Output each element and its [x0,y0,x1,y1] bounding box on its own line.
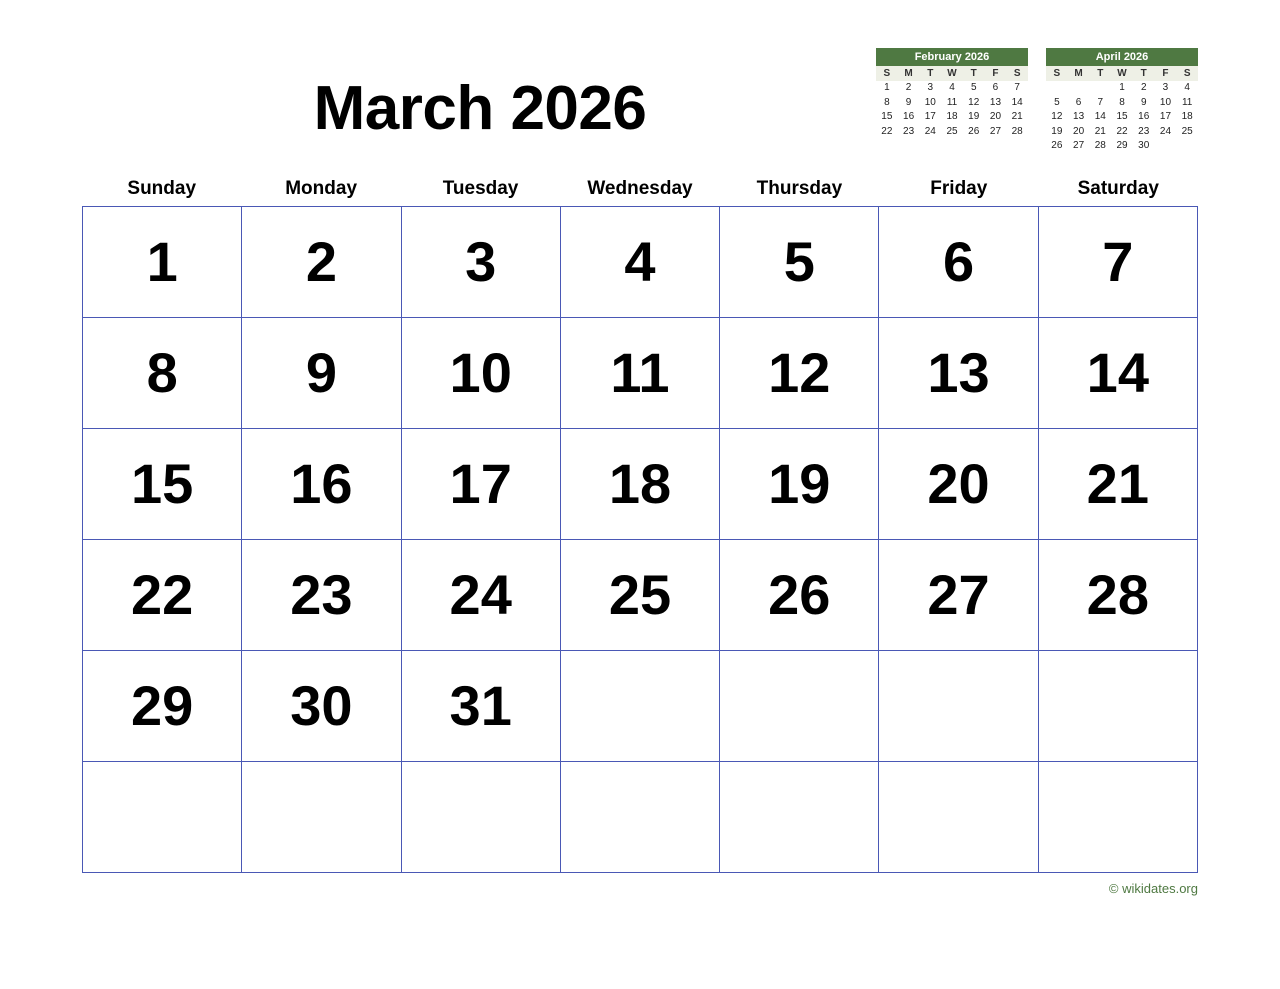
day-cell[interactable] [720,429,879,540]
day-number: 5 [783,230,815,293]
mini-day[interactable]: 29 [1116,140,1128,152]
day-cell[interactable] [83,540,242,651]
day-cell[interactable] [879,207,1038,318]
day-cell[interactable] [402,207,561,318]
mini-day[interactable]: 1 [1119,82,1125,94]
mini-weekday-row [1046,66,1198,81]
mini-weekday: S [1053,68,1061,80]
day-number: 24 [449,563,512,626]
mini-day[interactable] [1068,81,1090,96]
day-cell[interactable] [879,429,1038,540]
calendar-week-row [83,651,1198,762]
footer [82,881,1198,896]
mini-day[interactable]: 10 [924,96,936,108]
day-number: 16 [290,452,353,515]
day-cell[interactable] [1039,429,1198,540]
day-number: 21 [1086,452,1149,515]
mini-day[interactable]: 7 [1097,96,1104,108]
day-cell[interactable] [561,318,720,429]
mini-day[interactable]: 14 [1094,111,1106,123]
day-number: 30 [290,674,353,737]
mini-weekday: T [927,68,934,80]
day-cell-empty[interactable] [720,651,879,762]
day-number: 15 [130,452,194,515]
mini-day[interactable]: 8 [1119,96,1125,108]
mini-day[interactable]: 27 [1073,140,1085,152]
mini-day[interactable]: 28 [1011,125,1023,137]
day-cell[interactable] [83,318,242,429]
mini-day[interactable]: 6 [1075,96,1082,108]
mini-day[interactable]: 15 [881,111,893,123]
day-number: 10 [449,341,512,404]
copyright-symbol: © [1108,881,1119,896]
mini-day[interactable]: 20 [1073,125,1085,137]
mini-day[interactable]: 25 [1181,125,1193,137]
mini-week-row [1046,110,1198,125]
mini-day[interactable]: 9 [905,96,912,108]
mini-day[interactable]: 28 [1094,140,1106,152]
weekday-header-row [82,178,1198,206]
day-cell[interactable] [402,651,561,762]
weekday-header-monday: Monday [285,178,358,199]
weekday-header-saturday: Saturday [1077,178,1159,199]
mini-day[interactable]: 22 [881,125,893,137]
mini-day[interactable]: 3 [927,82,934,94]
mini-day[interactable]: 2 [905,82,912,94]
mini-day[interactable]: 18 [946,111,958,123]
mini-day[interactable]: 21 [1094,125,1106,137]
mini-day[interactable]: 10 [1159,96,1172,108]
day-cell-empty[interactable] [720,762,879,873]
day-cell[interactable] [402,540,561,651]
mini-day[interactable]: 5 [1054,96,1060,108]
mini-weekday: S [883,68,891,80]
mini-weekday: M [1074,68,1083,80]
mini-calendar-next-month[interactable] [1046,48,1198,154]
mini-day[interactable]: 9 [1140,96,1147,108]
day-number: 31 [449,674,512,737]
day-number: 11 [610,341,670,404]
day-number: 12 [768,341,831,404]
day-cell-empty[interactable] [83,762,242,873]
day-cell[interactable] [1039,207,1198,318]
day-cell[interactable] [720,207,879,318]
mini-weekday: F [1162,68,1169,80]
calendar-week-row [83,318,1198,429]
day-cell-empty[interactable] [1039,762,1198,873]
mini-day[interactable] [1176,139,1198,154]
mini-day[interactable]: 7 [1014,82,1020,94]
day-number: 3 [465,230,497,293]
day-cell[interactable] [1039,318,1198,429]
weekday-header-thursday: Thursday [756,178,843,199]
day-cell[interactable] [83,207,242,318]
day-number: 14 [1086,341,1149,404]
day-cell[interactable] [561,207,720,318]
day-number: 7 [1102,230,1134,293]
calendar-week-row [83,207,1198,318]
day-number: 17 [449,452,512,515]
day-cell-empty[interactable] [879,651,1038,762]
day-number: 26 [768,563,831,626]
calendar-header [0,0,1280,178]
mini-day[interactable]: 3 [1162,82,1169,94]
mini-day[interactable]: 4 [949,82,955,94]
calendar-grid [82,206,1198,873]
day-number: 2 [305,230,337,293]
mini-day[interactable]: 17 [924,111,936,123]
day-cell[interactable] [402,429,561,540]
mini-day[interactable]: 27 [989,125,1002,137]
day-cell[interactable] [561,540,720,651]
day-cell[interactable] [402,318,561,429]
mini-weekday: T [1097,68,1104,80]
weekday-header-friday: Friday [930,178,988,199]
mini-day[interactable]: 14 [1011,96,1023,108]
mini-weekday: S [1183,68,1191,80]
day-number: 13 [927,341,990,404]
day-number: 6 [942,230,975,293]
mini-day[interactable]: 5 [970,82,977,94]
day-number: 4 [624,230,656,293]
mini-day[interactable]: 11 [1181,96,1193,108]
mini-day[interactable]: 22 [1116,125,1128,137]
mini-day[interactable]: 26 [1051,140,1063,152]
day-cell-empty[interactable] [242,762,401,873]
weekday-header-sunday: Sunday [127,178,197,199]
mini-day[interactable]: 16 [1138,111,1150,123]
mini-week-row [1046,81,1198,96]
mini-week-row [1046,125,1198,140]
mini-day[interactable]: 19 [968,111,980,123]
mini-day[interactable]: 12 [968,96,980,108]
mini-day[interactable]: 2 [1140,82,1147,94]
day-number: 27 [927,563,990,626]
mini-day[interactable]: 8 [884,96,890,108]
day-cell[interactable] [242,429,401,540]
day-cell[interactable] [720,540,879,651]
mini-day[interactable]: 26 [968,125,980,137]
mini-weekday: S [1013,68,1021,80]
day-cell-empty[interactable] [561,651,720,762]
page-title: March 2026 [313,74,647,143]
day-number: 19 [768,452,831,515]
day-cell-empty[interactable] [402,762,561,873]
day-cell-empty[interactable] [561,762,720,873]
day-cell[interactable] [1039,540,1198,651]
mini-day[interactable]: 13 [989,96,1002,108]
day-cell[interactable] [561,429,720,540]
day-cell[interactable] [242,651,401,762]
day-cell[interactable] [242,540,401,651]
mini-day[interactable] [1089,81,1111,96]
day-number: 28 [1086,563,1149,626]
calendar-week-row [83,429,1198,540]
mini-day[interactable]: 23 [1138,125,1150,137]
weekday-header-wednesday: Wednesday [587,178,693,199]
day-cell[interactable] [720,318,879,429]
mini-calendar-previous-month[interactable] [876,48,1028,154]
mini-day[interactable] [1046,81,1068,96]
mini-week-row [1046,96,1198,111]
mini-day[interactable]: 21 [1011,111,1023,123]
mini-week-row [876,110,1028,125]
day-cell[interactable] [242,318,401,429]
mini-day[interactable] [1155,139,1177,154]
mini-week-row [876,96,1028,111]
mini-day[interactable]: 24 [1159,125,1172,137]
day-number: 29 [130,674,194,737]
mini-calendar-title: February 2026 [876,48,1028,66]
day-cell[interactable] [879,318,1038,429]
mini-weekday: F [992,68,999,80]
mini-day[interactable]: 30 [1138,140,1150,152]
day-cell[interactable] [879,540,1038,651]
mini-day[interactable]: 23 [903,125,915,137]
mini-day[interactable]: 15 [1116,111,1128,123]
mini-calendars [876,48,1198,154]
day-number: 20 [927,452,990,515]
mini-day[interactable]: 17 [1159,111,1172,123]
day-number: 8 [146,341,178,404]
mini-day[interactable]: 24 [924,125,936,137]
day-number: 9 [305,341,337,404]
day-number: 22 [130,563,194,626]
day-cell-empty[interactable] [1039,651,1198,762]
mini-week-row [876,125,1028,140]
day-number: 23 [290,563,353,626]
day-cell[interactable] [83,651,242,762]
mini-weekday: M [904,68,913,80]
weekday-header-tuesday: Tuesday [442,178,519,199]
mini-calendar-title: April 2026 [1046,48,1198,66]
day-cell[interactable] [83,429,242,540]
day-number: 25 [608,563,672,626]
calendar-week-row [83,540,1198,651]
site-credit-link[interactable]: wikidates.org [1122,881,1198,896]
mini-day[interactable]: 13 [1073,111,1085,123]
mini-day[interactable]: 12 [1051,111,1063,123]
mini-day[interactable]: 16 [903,111,915,123]
calendar-week-row [83,762,1198,873]
mini-day[interactable]: 1 [884,82,890,94]
mini-weekday: W [1117,68,1127,80]
mini-day[interactable]: 18 [1181,111,1193,123]
mini-day[interactable]: 20 [989,111,1002,123]
mini-weekday: T [970,68,977,80]
day-cell[interactable] [242,207,401,318]
mini-day[interactable]: 11 [946,96,958,108]
mini-day[interactable]: 4 [1184,82,1190,94]
mini-week-row [1046,139,1198,154]
mini-weekday-row [876,66,1028,81]
day-cell-empty[interactable] [879,762,1038,873]
mini-weekday: W [947,68,957,80]
mini-week-row [876,81,1028,96]
mini-weekday: T [1140,68,1147,80]
mini-day[interactable]: 25 [946,125,958,137]
day-number: 1 [146,230,178,293]
day-number: 18 [608,452,672,515]
mini-day[interactable]: 19 [1051,125,1063,137]
mini-day[interactable]: 6 [992,82,999,94]
